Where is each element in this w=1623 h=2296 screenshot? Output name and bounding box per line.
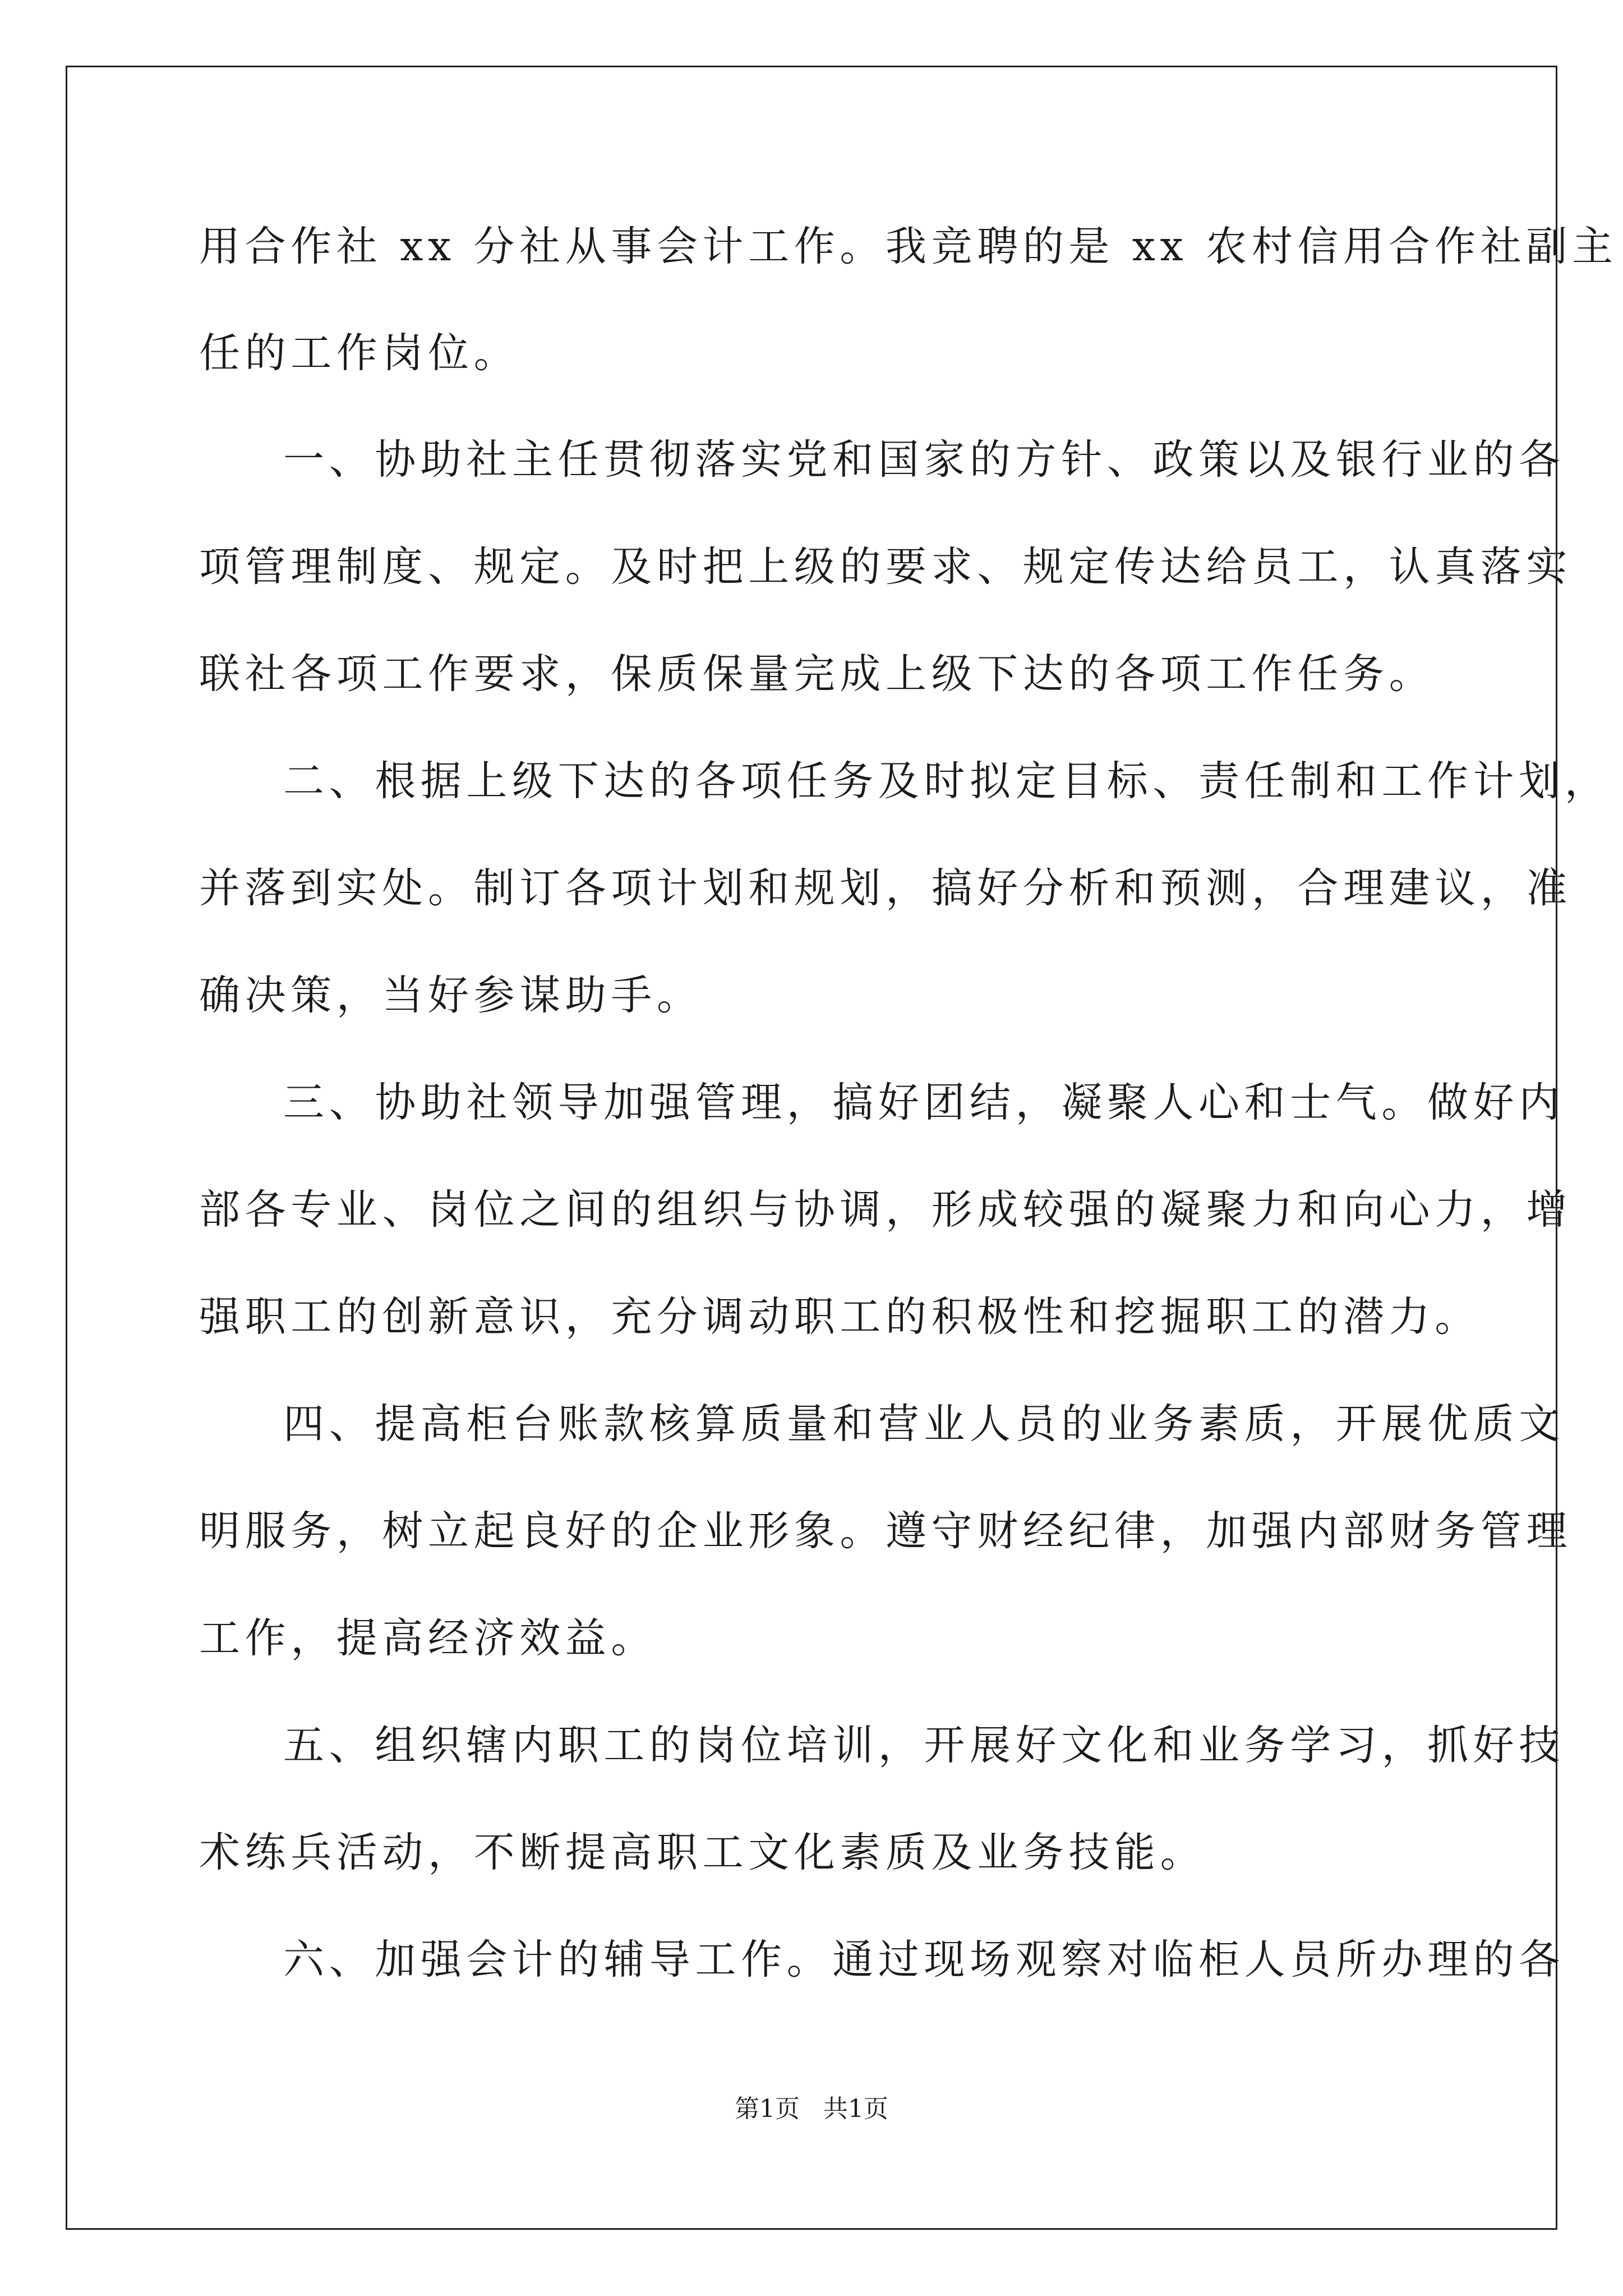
- paragraph-line: 部各专业、岗位之间的组织与协调，形成较强的凝聚力和向心力，增: [199, 1186, 1572, 1234]
- paragraph-line: 任的工作岗位。: [199, 329, 520, 377]
- page-number: 第1页: [735, 2095, 800, 2123]
- paragraph-line: 联社各项工作要求，保质保量完成上级下达的各项工作任务。: [199, 650, 1435, 698]
- paragraph-line: 确决策，当好参谋助手。: [199, 972, 703, 1019]
- paragraph-line: 并落到实处。制订各项计划和规划，搞好分析和预测，合理建议，准: [199, 864, 1572, 912]
- paragraph-line: 明服务，树立起良好的企业形象。遵守财经纪律，加强内部财务管理: [199, 1507, 1572, 1555]
- paragraph-line: 四、提高柜台账款核算质量和营业人员的业务素质，开展优质文: [283, 1400, 1565, 1448]
- paragraph-line: 工作，提高经济效益。: [199, 1614, 657, 1662]
- paragraph-line: 二、根据上级下达的各项任务及时拟定目标、责任制和工作计划，: [283, 757, 1611, 805]
- paragraph-line: 强职工的创新意识，充分调动职工的积极性和挖掘职工的潜力。: [199, 1293, 1481, 1341]
- paragraph-line: 六、加强会计的辅导工作。通过现场观察对临柜人员所办理的各: [283, 1936, 1565, 1984]
- document-body: [199, 220, 1618, 1986]
- paragraph-line: 项管理制度、规定。及时把上级的要求、规定传达给员工，认真落实: [199, 543, 1572, 591]
- page-total: 共1页: [823, 2095, 888, 2123]
- paragraph-line: 一、协助社主任贯彻落实党和国家的方针、政策以及银行业的各: [283, 436, 1565, 484]
- paragraph-line: 术练兵活动，不断提高职工文化素质及业务技能。: [199, 1829, 1206, 1876]
- paragraph-line: 用合作社 xx 分社从事会计工作。我竞聘的是 xx 农村信用合作社副主: [199, 223, 1618, 270]
- paragraph-line: 五、组织辖内职工的岗位培训，开展好文化和业务学习，抓好技: [283, 1722, 1565, 1769]
- paragraph-line: 三、协助社领导加强管理，搞好团结，凝聚人心和士气。做好内: [283, 1079, 1565, 1126]
- page-footer: [0, 2092, 1623, 2126]
